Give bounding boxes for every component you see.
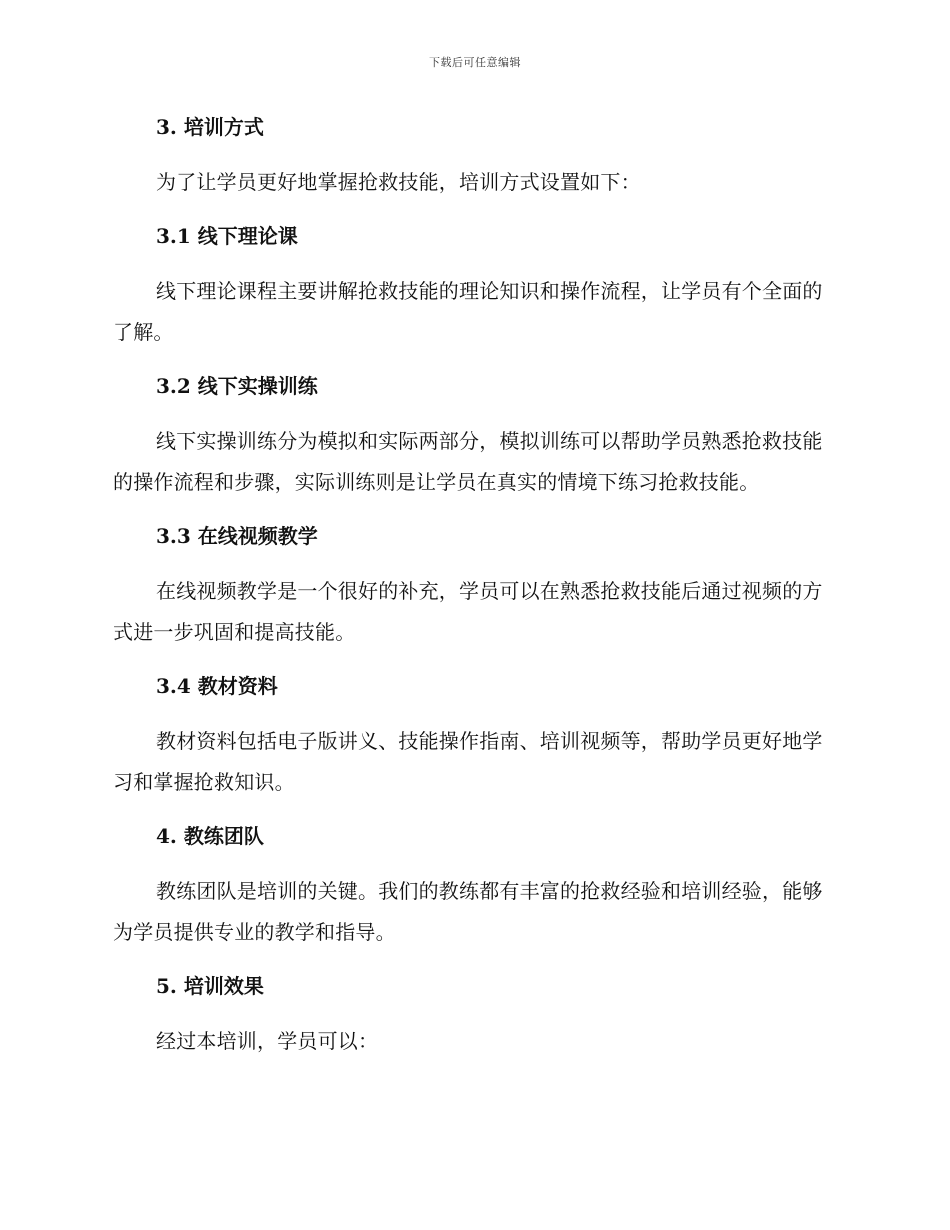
paragraph: 线下实操训练分为模拟和实际两部分，模拟训练可以帮助学员熟悉抢救技能的操作流程和步骤，实际训练则是让学员在真实的情境下练习抢救技能。 xyxy=(113,429,823,494)
paragraph: 教材资料包括电子版讲义、技能操作指南、培训视频等，帮助学员更好地学习和掌握抢救知识。 xyxy=(113,729,823,794)
document-body xyxy=(113,110,833,1062)
paragraph: 为了让学员更好地掌握抢救技能，培训方式设置如下： xyxy=(156,170,641,194)
paragraph: 线下理论课程主要讲解抢救技能的理论知识和操作流程，让学员有个全面的了解。 xyxy=(113,279,823,344)
paragraph: 在线视频教学是一个很好的补充，学员可以在熟悉抢救技能后通过视频的方式进一步巩固和提高技能。 xyxy=(113,579,823,644)
section-heading: 4. 教练团队 xyxy=(156,824,264,848)
section-heading: 3. 培训方式 xyxy=(156,115,264,139)
section-heading: 3.4 教材资料 xyxy=(156,674,278,698)
section-heading: 3.3 在线视频教学 xyxy=(156,524,318,548)
paragraph: 教练团队是培训的关键。我们的教练都有丰富的抢救经验和培训经验，能够为学员提供专业的教学和指导。 xyxy=(113,879,823,944)
section-heading: 3.1 线下理论课 xyxy=(156,224,298,248)
section-heading: 3.2 线下实操训练 xyxy=(156,374,318,398)
section-heading: 5. 培训效果 xyxy=(156,974,264,998)
page-header: 下载后可任意编辑 xyxy=(429,56,521,69)
paragraph: 经过本培训，学员可以： xyxy=(156,1029,379,1053)
